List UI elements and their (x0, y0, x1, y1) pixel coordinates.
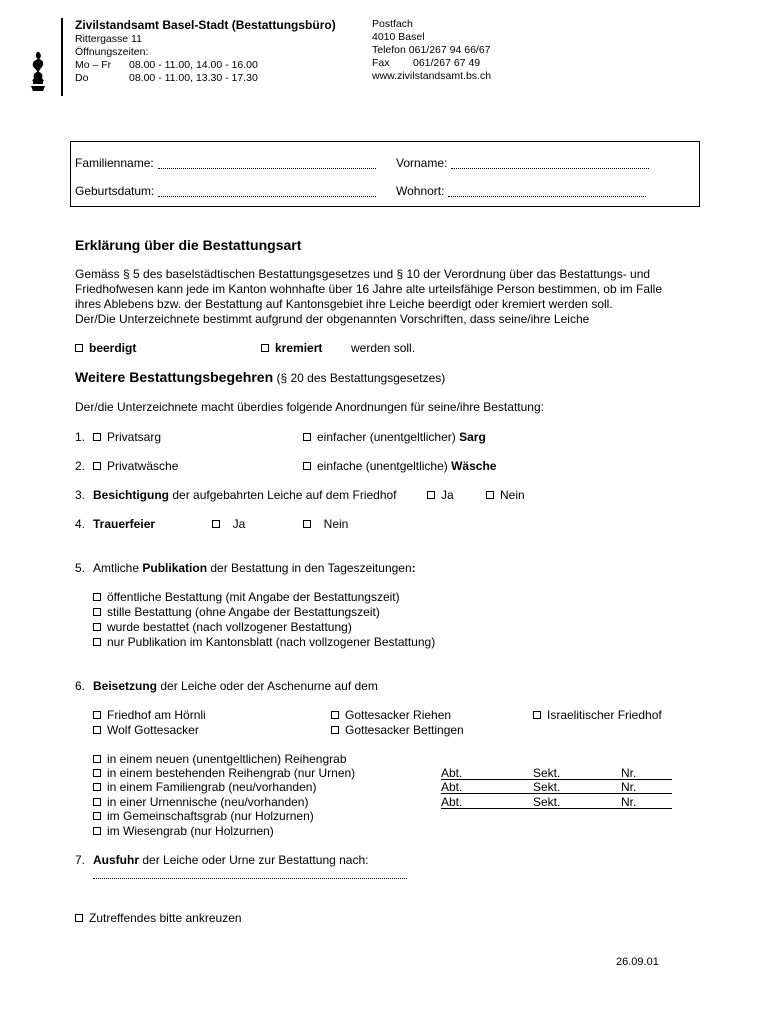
checkbox-publication-4[interactable] (93, 638, 101, 646)
item1-num: 1. (75, 430, 86, 444)
item4-no[interactable]: Nein (303, 518, 348, 530)
cemetery-hoernli[interactable]: Friedhof am Hörnli (93, 709, 206, 721)
checkbox-ceremony-no[interactable] (303, 520, 311, 528)
abt-field-2[interactable]: Abt. (441, 781, 533, 794)
grave-location-row-1[interactable] (441, 767, 672, 780)
item7-text: Ausfuhr der Leiche oder Urne zur Bestattung nach: (93, 853, 369, 867)
office-street: Rittergasse 11 (75, 33, 142, 45)
declaration-suffix: werden soll. (351, 341, 416, 355)
cemetery-israelite[interactable]: Israelitischer Friedhof (533, 709, 662, 721)
item7-num: 7. (75, 853, 86, 867)
lastname-field[interactable] (75, 157, 376, 169)
item3-num: 3. (75, 488, 86, 502)
hours-times-1: 08.00 - 11.00, 14.00 - 16.00 (129, 59, 258, 71)
checkbox-grave-2[interactable] (93, 769, 101, 777)
lastname-line[interactable] (158, 158, 376, 169)
further-title: Weitere Bestattungsbegehren (75, 369, 274, 385)
birthdate-label: Geburtsdatum: (75, 184, 155, 198)
checkbox-viewing-no[interactable] (486, 491, 494, 499)
item6-num: 6. (75, 679, 86, 693)
grave-option-1[interactable]: in einem neuen (unentgeltlichen) Reihengrab (93, 753, 347, 765)
city: 4010 Basel (372, 31, 425, 43)
postbox: Postfach (372, 18, 413, 30)
option-buried[interactable]: beerdigt (75, 342, 136, 354)
firstname-label: Vorname: (396, 156, 448, 170)
item1-option-a[interactable]: Privatsarg (93, 431, 161, 443)
hours-times-2: 08.00 - 11.00, 13.30 - 17.30 (129, 72, 258, 84)
grave-option-2[interactable]: in einem bestehenden Reihengrab (nur Urnen) (93, 767, 355, 779)
fax-number: 061/267 67 49 (413, 57, 481, 69)
publication-option-1[interactable]: öffentliche Bestattung (mit Angabe der Bestattungszeit) (93, 591, 400, 603)
declaration-line-1: Gemäss § 5 des baselstädtischen Bestattungsgesetzes und § 10 der Verordnung über das Bestattungs- und (75, 267, 651, 281)
item1-option-b[interactable]: einfacher (unentgeltlicher) Sarg (303, 431, 486, 443)
publication-option-3[interactable]: wurde bestattet (nach vollzogener Bestattung) (93, 621, 352, 633)
item3-no[interactable]: Nein (486, 489, 525, 501)
abt-field-3[interactable]: Abt. (441, 796, 533, 809)
checkbox-grave-5[interactable] (93, 812, 101, 820)
cemetery-riehen[interactable]: Gottesacker Riehen (331, 709, 451, 721)
checkbox-publication-2[interactable] (93, 608, 101, 616)
residence-field[interactable] (396, 185, 646, 197)
checkbox-cemetery-riehen[interactable] (331, 711, 339, 719)
sekt-field-1[interactable]: Sekt. (533, 767, 621, 780)
residence-line[interactable] (448, 186, 646, 197)
grave-location-row-3[interactable] (441, 796, 672, 809)
item3-yes[interactable]: Ja (427, 489, 454, 501)
firstname-line[interactable] (451, 158, 649, 169)
grave-option-5[interactable]: im Gemeinschaftsgrab (nur Holzurnen) (93, 810, 314, 822)
grave-option-3[interactable]: in einem Familiengrab (neu/vorhanden) (93, 781, 316, 793)
checkbox-publication-1[interactable] (93, 593, 101, 601)
checkbox-simple-coffin[interactable] (303, 433, 311, 441)
checkbox-simple-linen[interactable] (303, 462, 311, 470)
checkbox-cemetery-bettingen[interactable] (331, 726, 339, 734)
form-date: 26.09.01 (616, 956, 659, 968)
hours-days-1: Mo – Fr (75, 59, 112, 71)
further-title-row (75, 370, 445, 384)
checkbox-cemetery-hoernli[interactable] (93, 711, 101, 719)
sekt-field-2[interactable]: Sekt. (533, 781, 621, 794)
nr-field-2[interactable]: Nr. (621, 781, 672, 794)
grave-location-row-2[interactable] (441, 781, 672, 794)
checkbox-grave-1[interactable] (93, 755, 101, 763)
item2-option-a[interactable]: Privatwäsche (93, 460, 178, 472)
checkbox-cemetery-israelite[interactable] (533, 711, 541, 719)
checkbox-buried[interactable] (75, 344, 83, 352)
checkbox-grave-4[interactable] (93, 798, 101, 806)
hours-days-2: Do (75, 72, 89, 84)
declaration-line-4: Der/Die Unterzeichnete bestimmt aufgrund der obgenannten Vorschriften, dass seine/ihre Leiche (75, 312, 590, 326)
checkbox-grave-6[interactable] (93, 827, 101, 835)
item5-num: 5. (75, 561, 86, 575)
item4-num: 4. (75, 517, 86, 531)
website: www.zivilstandsamt.bs.ch (372, 70, 492, 82)
office-name: Zivilstandsamt Basel-Stadt (Bestattungsbüro) (75, 18, 336, 32)
person-box (70, 141, 700, 207)
checkbox-grave-3[interactable] (93, 783, 101, 791)
birthdate-field[interactable] (75, 185, 376, 197)
checkbox-ceremony-yes[interactable] (212, 520, 220, 528)
further-title-ref: (§ 20 des Bestattungsgesetzes) (276, 371, 446, 385)
item6-text: Beisetzung der Leiche oder der Aschenurne auf dem (93, 679, 378, 693)
hours-label: Öffnungszeiten: (75, 46, 149, 58)
item4-label: Trauerfeier (93, 517, 156, 531)
checkbox-legend-icon (75, 914, 83, 922)
residence-label: Wohnort: (396, 184, 445, 198)
item2-option-b[interactable]: einfache (unentgeltliche) Wäsche (303, 460, 496, 472)
item4-yes[interactable]: Ja (212, 518, 245, 530)
sekt-field-3[interactable]: Sekt. (533, 796, 621, 809)
checkbox-cemetery-wolf[interactable] (93, 726, 101, 734)
lastname-label: Familienname: (75, 156, 154, 170)
footer-note: Zutreffendes bitte ankreuzen (75, 912, 242, 924)
item2-num: 2. (75, 459, 86, 473)
further-intro: Der/die Unterzeichnete macht überdies folgende Anordnungen für seine/ihre Bestattung: (75, 400, 544, 414)
header-divider (61, 18, 63, 96)
checkbox-cremated[interactable] (261, 344, 269, 352)
declaration-title: Erklärung über die Bestattungsart (75, 237, 302, 253)
checkbox-private-coffin[interactable] (93, 433, 101, 441)
declaration-line-2: Friedhofwesen kann jede im Kanton wohnhafte über 16 Jahre alte urteilsfähige Person bestimmen, ob im Falle (75, 282, 662, 296)
checkbox-viewing-yes[interactable] (427, 491, 435, 499)
basel-coat-of-arms (26, 50, 52, 94)
option-cremated[interactable]: kremiert (261, 342, 322, 354)
publication-option-4[interactable]: nur Publikation im Kantonsblatt (nach vollzogener Bestattung) (93, 636, 435, 648)
nr-field-1[interactable]: Nr. (621, 767, 672, 780)
phone: Telefon 061/267 94 66/67 (372, 44, 491, 56)
nr-field-3[interactable]: Nr. (621, 796, 672, 809)
abt-field-1[interactable]: Abt. (441, 767, 533, 780)
grave-option-6[interactable]: im Wiesengrab (nur Holzurnen) (93, 825, 274, 837)
declaration-line-3: ihres Ablebens bzw. der Bestattung auf Kantonsgebiet ihre Leiche beerdigt oder kremiert werden soll. (75, 297, 613, 311)
cemetery-wolf[interactable]: Wolf Gottesacker (93, 724, 199, 736)
checkbox-private-linen[interactable] (93, 462, 101, 470)
checkbox-publication-3[interactable] (93, 623, 101, 631)
birthdate-line[interactable] (158, 186, 376, 197)
grave-option-4[interactable]: in einer Urnennische (neu/vorhanden) (93, 796, 308, 808)
firstname-field[interactable] (396, 157, 649, 169)
fax-label: Fax (372, 57, 390, 69)
cemetery-bettingen[interactable]: Gottesacker Bettingen (331, 724, 464, 736)
publication-option-2[interactable]: stille Bestattung (ohne Angabe der Bestattungszeit) (93, 606, 380, 618)
item5-text: Amtliche Publikation der Bestattung in den Tageszeitungen: (93, 561, 416, 575)
item3-text: Besichtigung der aufgebahrten Leiche auf dem Friedhof (93, 488, 397, 502)
export-destination-line[interactable] (93, 868, 407, 879)
